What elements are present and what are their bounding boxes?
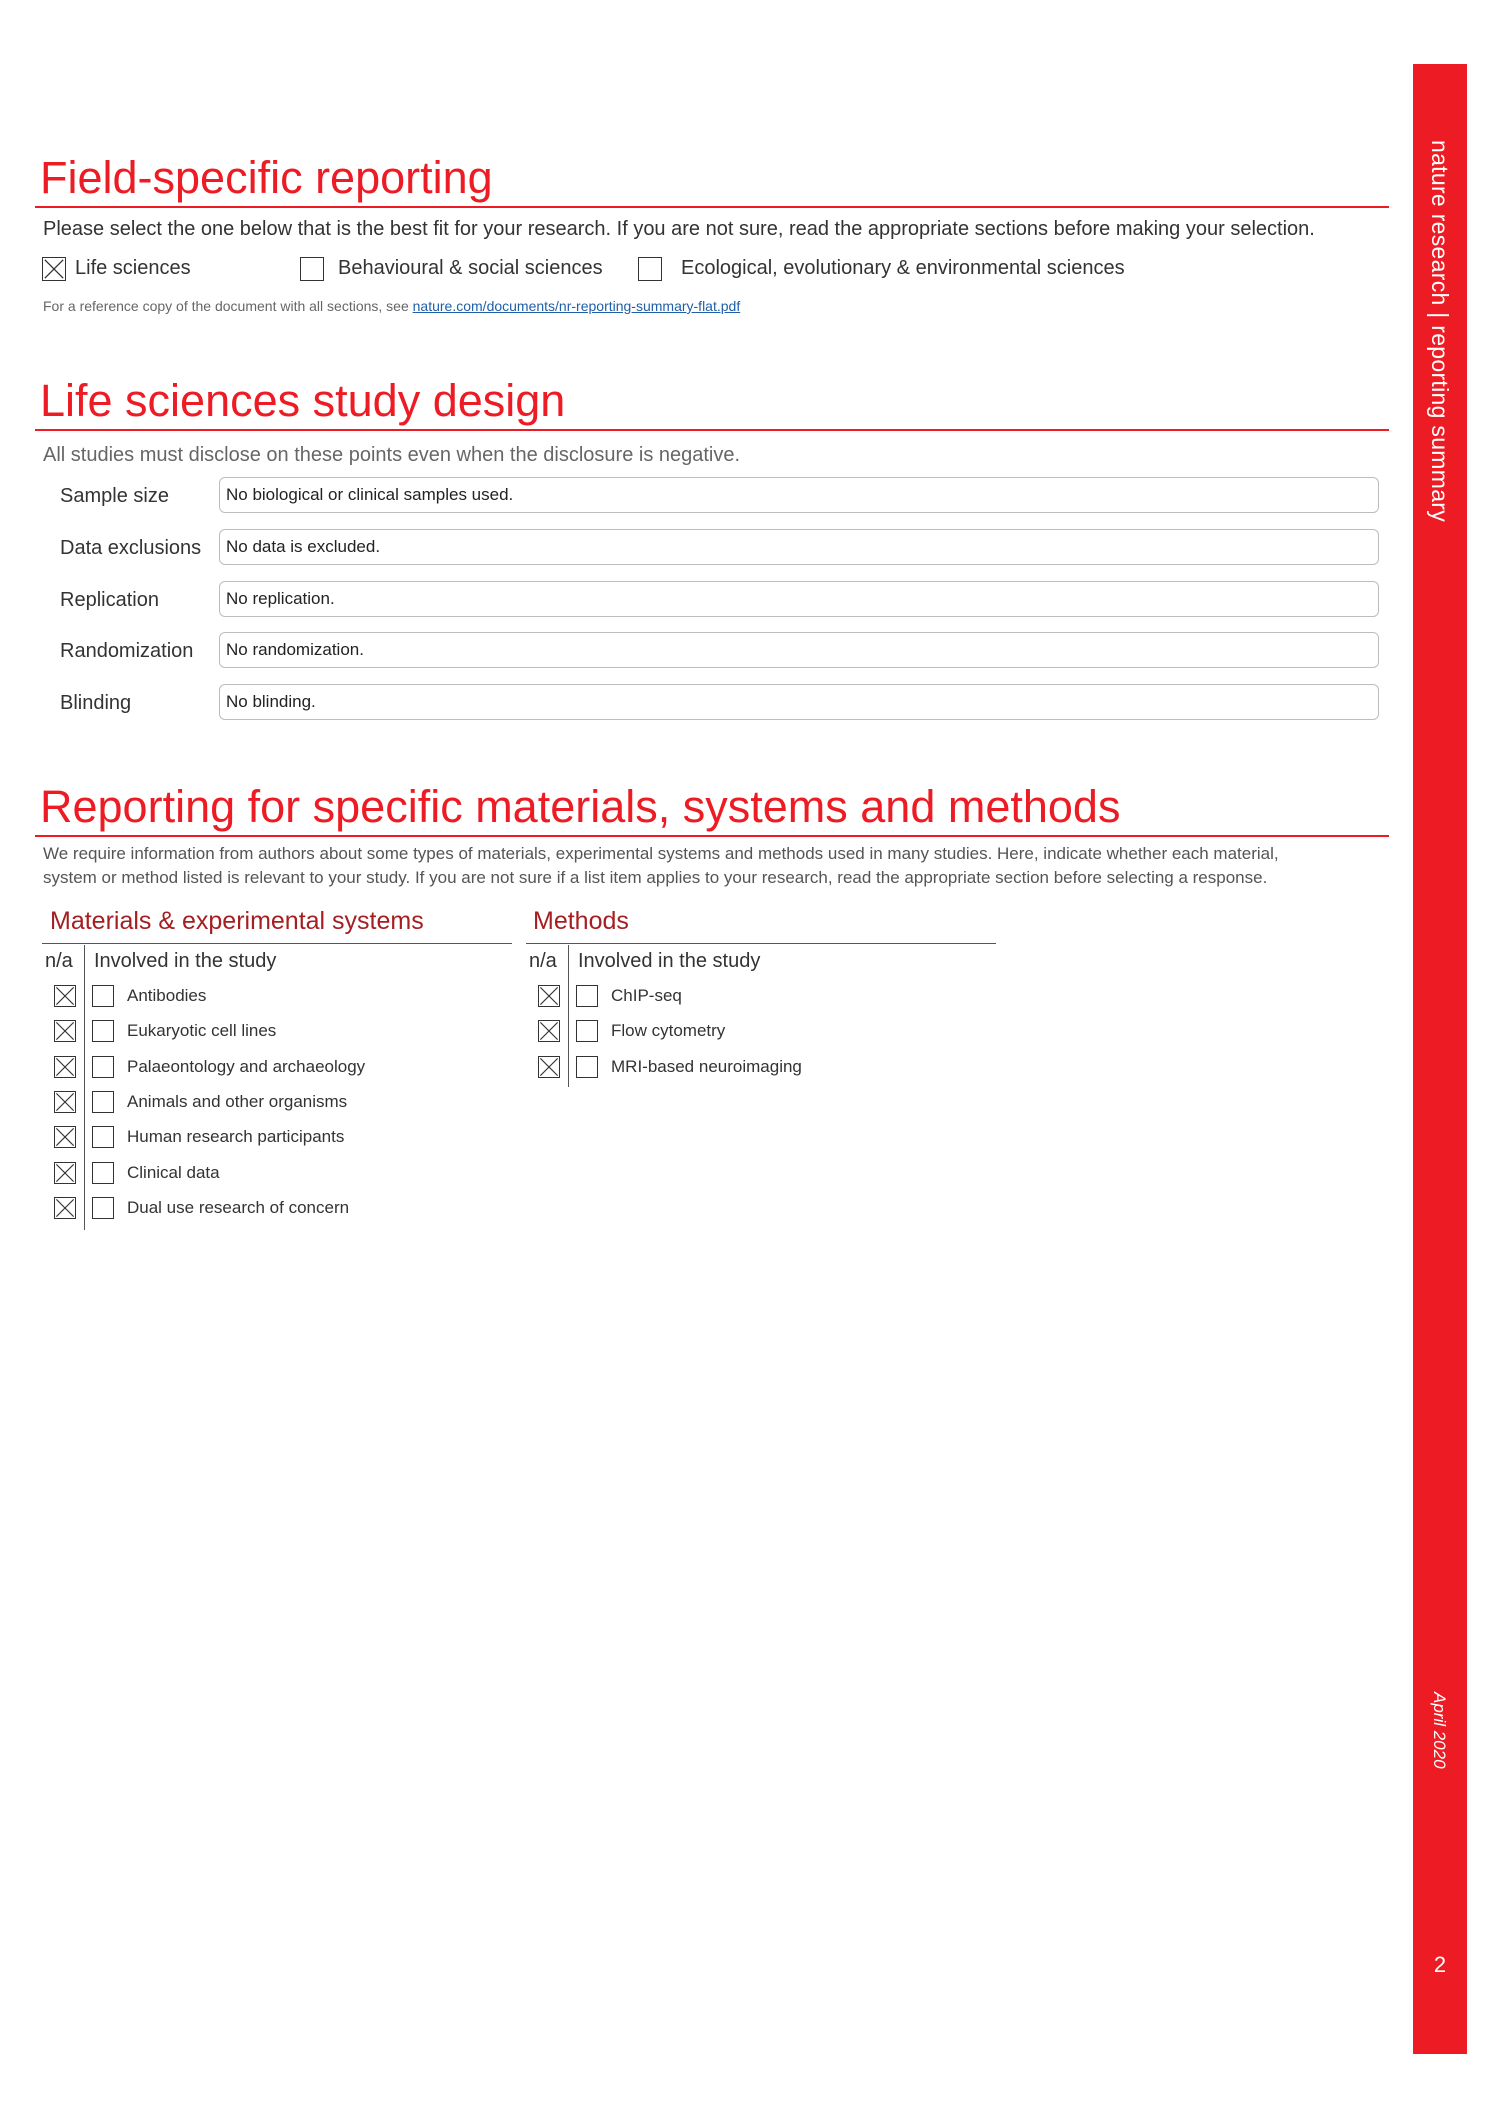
na-checkbox-clinical-data[interactable] [54,1162,76,1184]
col-head-involved: Involved in the study [578,950,761,972]
field-label-sample-size: Sample size [60,485,169,507]
replication-field[interactable]: No replication. [219,581,1379,617]
na-checkbox-eukaryotic-cell-lines[interactable] [54,1020,76,1042]
option-label-ecological: Ecological, evolutionary & environmental sciences [681,257,1125,279]
checkbox-ecological[interactable] [638,257,662,281]
reference-prefix: For a reference copy of the document with all sections, see [43,298,413,314]
option-label-behavioural-social: Behavioural & social sciences [338,257,603,279]
item-label-chip-seq: ChIP-seq [611,986,682,1005]
item-label-palaeontology-and-archaeology: Palaeontology and archaeology [127,1056,366,1076]
cross-mark-icon [55,1057,75,1077]
item-label-flow-cytometry: Flow cytometry [611,1021,726,1041]
section-rule [35,429,1389,431]
col-head-na: n/a [45,950,73,972]
study-design-title: Life sciences study design [40,375,566,426]
cross-mark-icon [43,258,65,280]
cross-mark-icon [55,1127,75,1147]
item-label-clinical-data: Clinical data [127,1162,220,1182]
cross-mark-icon [55,1092,75,1112]
sidebar-title: nature research | reporting summary [1427,140,1453,523]
involved-checkbox-flow-cytometry[interactable] [576,1020,598,1042]
checkbox-behavioural-social[interactable] [300,257,324,281]
na-checkbox-dual-use-research-of-concern[interactable] [54,1197,76,1219]
field-label-data-exclusions: Data exclusions [60,537,202,559]
cross-mark-icon [539,1057,559,1077]
na-checkbox-palaeontology-and-archaeology[interactable] [54,1056,76,1078]
data-exclusions-field[interactable]: No data is excluded. [219,529,1379,565]
na-checkbox-mri-based-neuroimaging[interactable] [538,1056,560,1078]
methods-title: Methods [533,907,629,935]
na-checkbox-flow-cytometry[interactable] [538,1020,560,1042]
cross-mark-icon [539,1021,559,1041]
study-design-instruction: All studies must disclose on these points even when the disclosure is negative. [43,444,741,466]
blinding-field[interactable]: No blinding. [219,684,1379,720]
cross-mark-icon [539,986,559,1006]
field-instruction: Please select the one below that is the best fit for your research. If you are not sure, read the appropriate sections before making your selection. [43,218,1315,240]
col-head-involved: Involved in the study [94,950,277,972]
involved-checkbox-mri-based-neuroimaging[interactable] [576,1056,598,1078]
cross-mark-icon [55,1198,75,1218]
involved-checkbox-human-research-participants[interactable] [92,1126,114,1148]
involved-checkbox-dual-use-research-of-concern[interactable] [92,1197,114,1219]
section-rule [35,835,1389,837]
item-label-eukaryotic-cell-lines: Eukaryotic cell lines [127,1021,277,1041]
involved-checkbox-animals-and-other-organisms[interactable] [92,1091,114,1113]
field-label-replication: Replication [60,589,159,611]
na-checkbox-chip-seq[interactable] [538,985,560,1007]
item-label-antibodies: Antibodies [127,986,207,1005]
materials-intro-line1: We require information from authors about some types of materials, experimental systems and methods used in many studies. Here, indicate whether each material, [43,844,1279,863]
na-checkbox-antibodies[interactable] [54,985,76,1007]
cross-mark-icon [55,1021,75,1041]
item-label-dual-use-research-of-concern: Dual use research of concern [127,1197,350,1217]
column-divider [84,945,85,1230]
item-label-animals-and-other-organisms: Animals and other organisms [127,1091,348,1111]
section-rule [35,206,1389,208]
involved-checkbox-clinical-data[interactable] [92,1162,114,1184]
field-specific-title: Field-specific reporting [40,152,493,203]
item-label-mri-based-neuroimaging: MRI-based neuroimaging [611,1056,802,1076]
reference-note [43,298,740,314]
experimental-systems-title: Materials & experimental systems [50,907,424,935]
field-label-randomization: Randomization [60,640,194,662]
cross-mark-icon [55,986,75,1006]
subsection-rule [526,943,996,944]
na-checkbox-animals-and-other-organisms[interactable] [54,1091,76,1113]
item-label-human-research-participants: Human research participants [127,1127,345,1147]
na-checkbox-human-research-participants[interactable] [54,1126,76,1148]
involved-checkbox-antibodies[interactable] [92,985,114,1007]
reference-link[interactable]: nature.com/documents/nr-reporting-summary-flat.pdf [412,298,741,314]
sidebar-date: April 2020 [1430,1692,1449,1769]
subsection-rule [42,943,512,944]
materials-title: Reporting for specific materials, systems and methods [40,781,1121,832]
materials-intro-line2: system or method listed is relevant to your study. If you are not sure if a list item applies to your research, read the appropriate section before selecting a response. [43,868,1268,887]
sample-size-field[interactable]: No biological or clinical samples used. [219,477,1379,513]
page-number: 2 [1433,1952,1447,1977]
checkbox-life-sciences[interactable] [42,257,66,281]
involved-checkbox-eukaryotic-cell-lines[interactable] [92,1020,114,1042]
involved-checkbox-chip-seq[interactable] [576,985,598,1007]
column-divider [568,945,569,1087]
col-head-na: n/a [529,950,557,972]
involved-checkbox-palaeontology-and-archaeology[interactable] [92,1056,114,1078]
option-label-life-sciences: Life sciences [75,257,191,279]
cross-mark-icon [55,1163,75,1183]
field-label-blinding: Blinding [60,692,132,714]
randomization-field[interactable]: No randomization. [219,632,1379,668]
